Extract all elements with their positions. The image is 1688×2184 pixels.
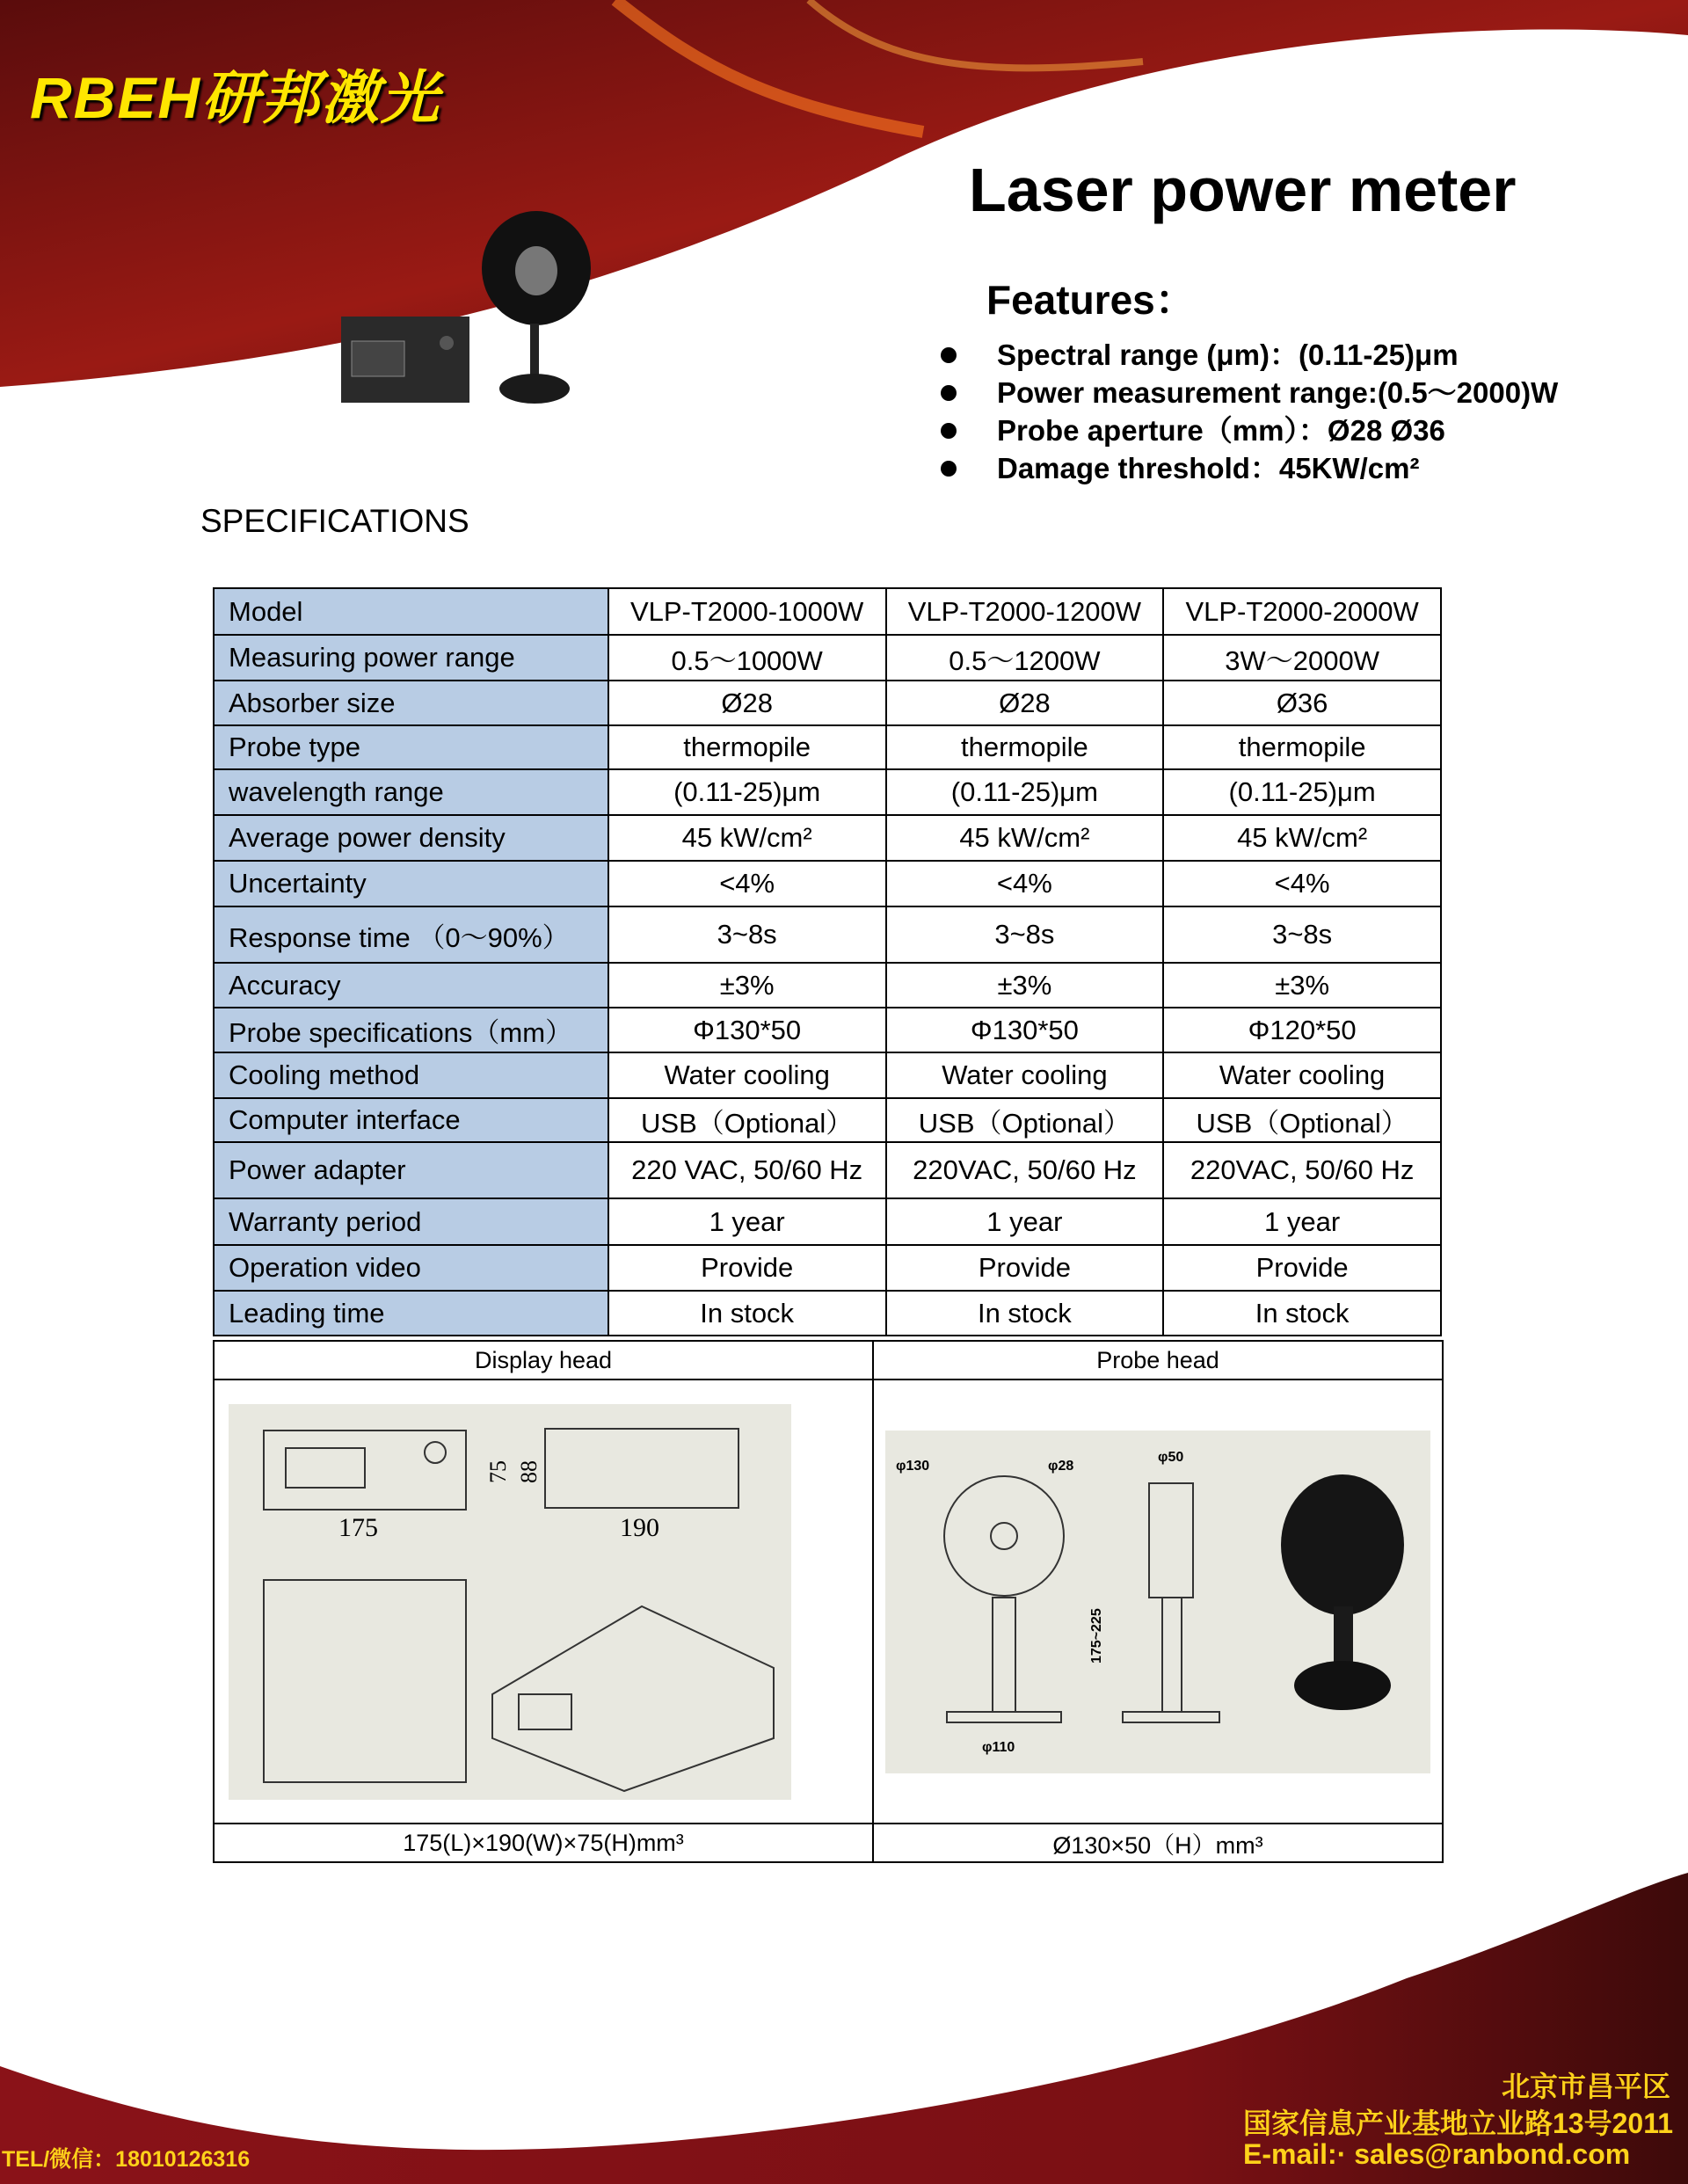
spec-value: 3~8s	[1163, 906, 1441, 963]
dim-label: φ50	[1158, 1449, 1184, 1465]
spec-value: (0.11-25)μm	[608, 769, 886, 815]
spec-value: USB（Optional）	[886, 1098, 1164, 1142]
spec-value: VLP-T2000-1200W	[886, 588, 1164, 635]
page-title: Laser power meter	[969, 156, 1517, 224]
display-head-drawing-cell	[214, 1380, 873, 1824]
spec-label: Response time （0～90%）	[214, 906, 608, 963]
spec-value: Φ130*50	[886, 1008, 1164, 1052]
spec-value: 1 year	[886, 1198, 1164, 1245]
spec-value: 45 kW/cm²	[608, 815, 886, 861]
spec-row	[214, 1245, 1441, 1291]
spec-value: Provide	[886, 1245, 1164, 1291]
spec-value: 3W～2000W	[1163, 635, 1441, 681]
spec-value: Φ120*50	[1163, 1008, 1441, 1052]
spec-value: In stock	[1163, 1291, 1441, 1336]
spec-value: 220 VAC, 50/60 Hz	[608, 1142, 886, 1198]
spec-value: 0.5～1200W	[886, 635, 1164, 681]
spec-row	[214, 1052, 1441, 1098]
spec-value: 1 year	[1163, 1198, 1441, 1245]
spec-value: 45 kW/cm²	[886, 815, 1164, 861]
spec-label: Model	[214, 588, 608, 635]
dim-label: 75	[485, 1460, 511, 1483]
spec-label: Power adapter	[214, 1142, 608, 1198]
spec-row	[214, 815, 1441, 861]
features-list	[937, 336, 1558, 487]
spec-value: 220VAC, 50/60 Hz	[886, 1142, 1164, 1198]
probe-head-drawing	[885, 1431, 1430, 1773]
bullet-icon	[941, 461, 957, 477]
spec-value: ±3%	[608, 963, 886, 1008]
spec-label: Average power density	[214, 815, 608, 861]
spec-row	[214, 769, 1441, 815]
spec-value: USB（Optional）	[1163, 1098, 1441, 1142]
spec-value: <4%	[1163, 861, 1441, 906]
spec-value: Ø28	[886, 681, 1164, 725]
spec-label: Probe specifications（mm）	[214, 1008, 608, 1052]
spec-value: Water cooling	[608, 1052, 886, 1098]
spec-value: 220VAC, 50/60 Hz	[1163, 1142, 1441, 1198]
spec-value: 0.5～1000W	[608, 635, 886, 681]
spec-value: Water cooling	[886, 1052, 1164, 1098]
footer-email: E-mail:· sales@ranbond.com	[1243, 2138, 1631, 2170]
spec-value: Provide	[608, 1245, 886, 1291]
display-head-heading: Display head	[214, 1341, 873, 1380]
bullet-icon	[941, 347, 957, 363]
dim-label: φ110	[982, 1739, 1015, 1755]
bullet-icon	[941, 423, 957, 439]
spec-label: Operation video	[214, 1245, 608, 1291]
spec-value: In stock	[608, 1291, 886, 1336]
spec-label: wavelength range	[214, 769, 608, 815]
spec-row	[214, 906, 1441, 963]
spec-label: Measuring power range	[214, 635, 608, 681]
display-head-size: 175(L)×190(W)×75(H)mm³	[214, 1824, 873, 1862]
spec-value: Water cooling	[1163, 1052, 1441, 1098]
bullet-icon	[941, 385, 957, 401]
spec-label: Leading time	[214, 1291, 608, 1336]
spec-label: Cooling method	[214, 1052, 608, 1098]
spec-value: 1 year	[608, 1198, 886, 1245]
spec-label: Computer interface	[214, 1098, 608, 1142]
spec-row	[214, 963, 1441, 1008]
spec-row	[214, 1142, 1441, 1198]
spec-label: Probe type	[214, 725, 608, 769]
specifications-table	[213, 587, 1442, 1336]
product-photo	[334, 211, 615, 413]
probe-head-size: Ø130×50（H）mm³	[873, 1824, 1443, 1862]
spec-value: <4%	[886, 861, 1164, 906]
spec-label: Absorber size	[214, 681, 608, 725]
feature-item	[937, 374, 1558, 411]
feature-text: Damage threshold：45KW/cm²	[997, 452, 1420, 484]
dim-label: 190	[620, 1512, 659, 1542]
spec-value: In stock	[886, 1291, 1164, 1336]
spec-row	[214, 1198, 1441, 1245]
dim-label: φ28	[1048, 1458, 1074, 1474]
dimensions-table	[213, 1340, 1444, 1863]
spec-value: (0.11-25)μm	[1163, 769, 1441, 815]
footer-tel: TEL/微信：18010126316	[2, 2147, 251, 2172]
feature-text: Spectral range (μm)：(0.11-25)μm	[997, 339, 1459, 371]
footer-address-line1: 北京市昌平区	[1501, 2071, 1670, 2102]
spec-row	[214, 681, 1441, 725]
spec-row	[214, 861, 1441, 906]
feature-text: Probe aperture（mm）：Ø28 Ø36	[997, 414, 1445, 447]
probe-head-heading: Probe head	[873, 1341, 1443, 1380]
spec-value: 3~8s	[608, 906, 886, 963]
spec-label: Warranty period	[214, 1198, 608, 1245]
spec-value: 3~8s	[886, 906, 1164, 963]
spec-row	[214, 635, 1441, 681]
spec-value: ±3%	[1163, 963, 1441, 1008]
brand-logo: RBEH研邦激光	[30, 65, 441, 130]
spec-value: Ø28	[608, 681, 886, 725]
spec-value: thermopile	[608, 725, 886, 769]
spec-value: USB（Optional）	[608, 1098, 886, 1142]
features-heading: Features：	[986, 277, 1196, 323]
feature-item	[937, 449, 1558, 487]
spec-label: Accuracy	[214, 963, 608, 1008]
spec-row	[214, 725, 1441, 769]
specifications-heading: SPECIFICATIONS	[200, 503, 469, 539]
spec-value: thermopile	[1163, 725, 1441, 769]
dim-label: 175~225	[1089, 1607, 1104, 1663]
spec-value: Ø36	[1163, 681, 1441, 725]
footer-address-line2: 国家信息产业基地立业路13号2011	[1243, 2108, 1674, 2139]
dim-label: φ130	[896, 1458, 930, 1474]
feature-text: Power measurement range:(0.5～2000)W	[997, 376, 1559, 409]
spec-value: thermopile	[886, 725, 1164, 769]
feature-item	[937, 411, 1558, 449]
spec-row	[214, 1008, 1441, 1052]
spec-row	[214, 588, 1441, 635]
spec-value: VLP-T2000-1000W	[608, 588, 886, 635]
spec-value: ±3%	[886, 963, 1164, 1008]
spec-row	[214, 1098, 1441, 1142]
dim-label: 175	[338, 1512, 378, 1542]
feature-item	[937, 336, 1558, 374]
spec-value: VLP-T2000-2000W	[1163, 588, 1441, 635]
spec-value: <4%	[608, 861, 886, 906]
spec-label: Uncertainty	[214, 861, 608, 906]
dim-label: 88	[516, 1460, 542, 1483]
spec-value: Φ130*50	[608, 1008, 886, 1052]
spec-row	[214, 1291, 1441, 1336]
display-head-drawing	[229, 1404, 791, 1800]
spec-value: Provide	[1163, 1245, 1441, 1291]
spec-value: 45 kW/cm²	[1163, 815, 1441, 861]
probe-head-drawing-cell	[873, 1380, 1443, 1824]
spec-value: (0.11-25)μm	[886, 769, 1164, 815]
